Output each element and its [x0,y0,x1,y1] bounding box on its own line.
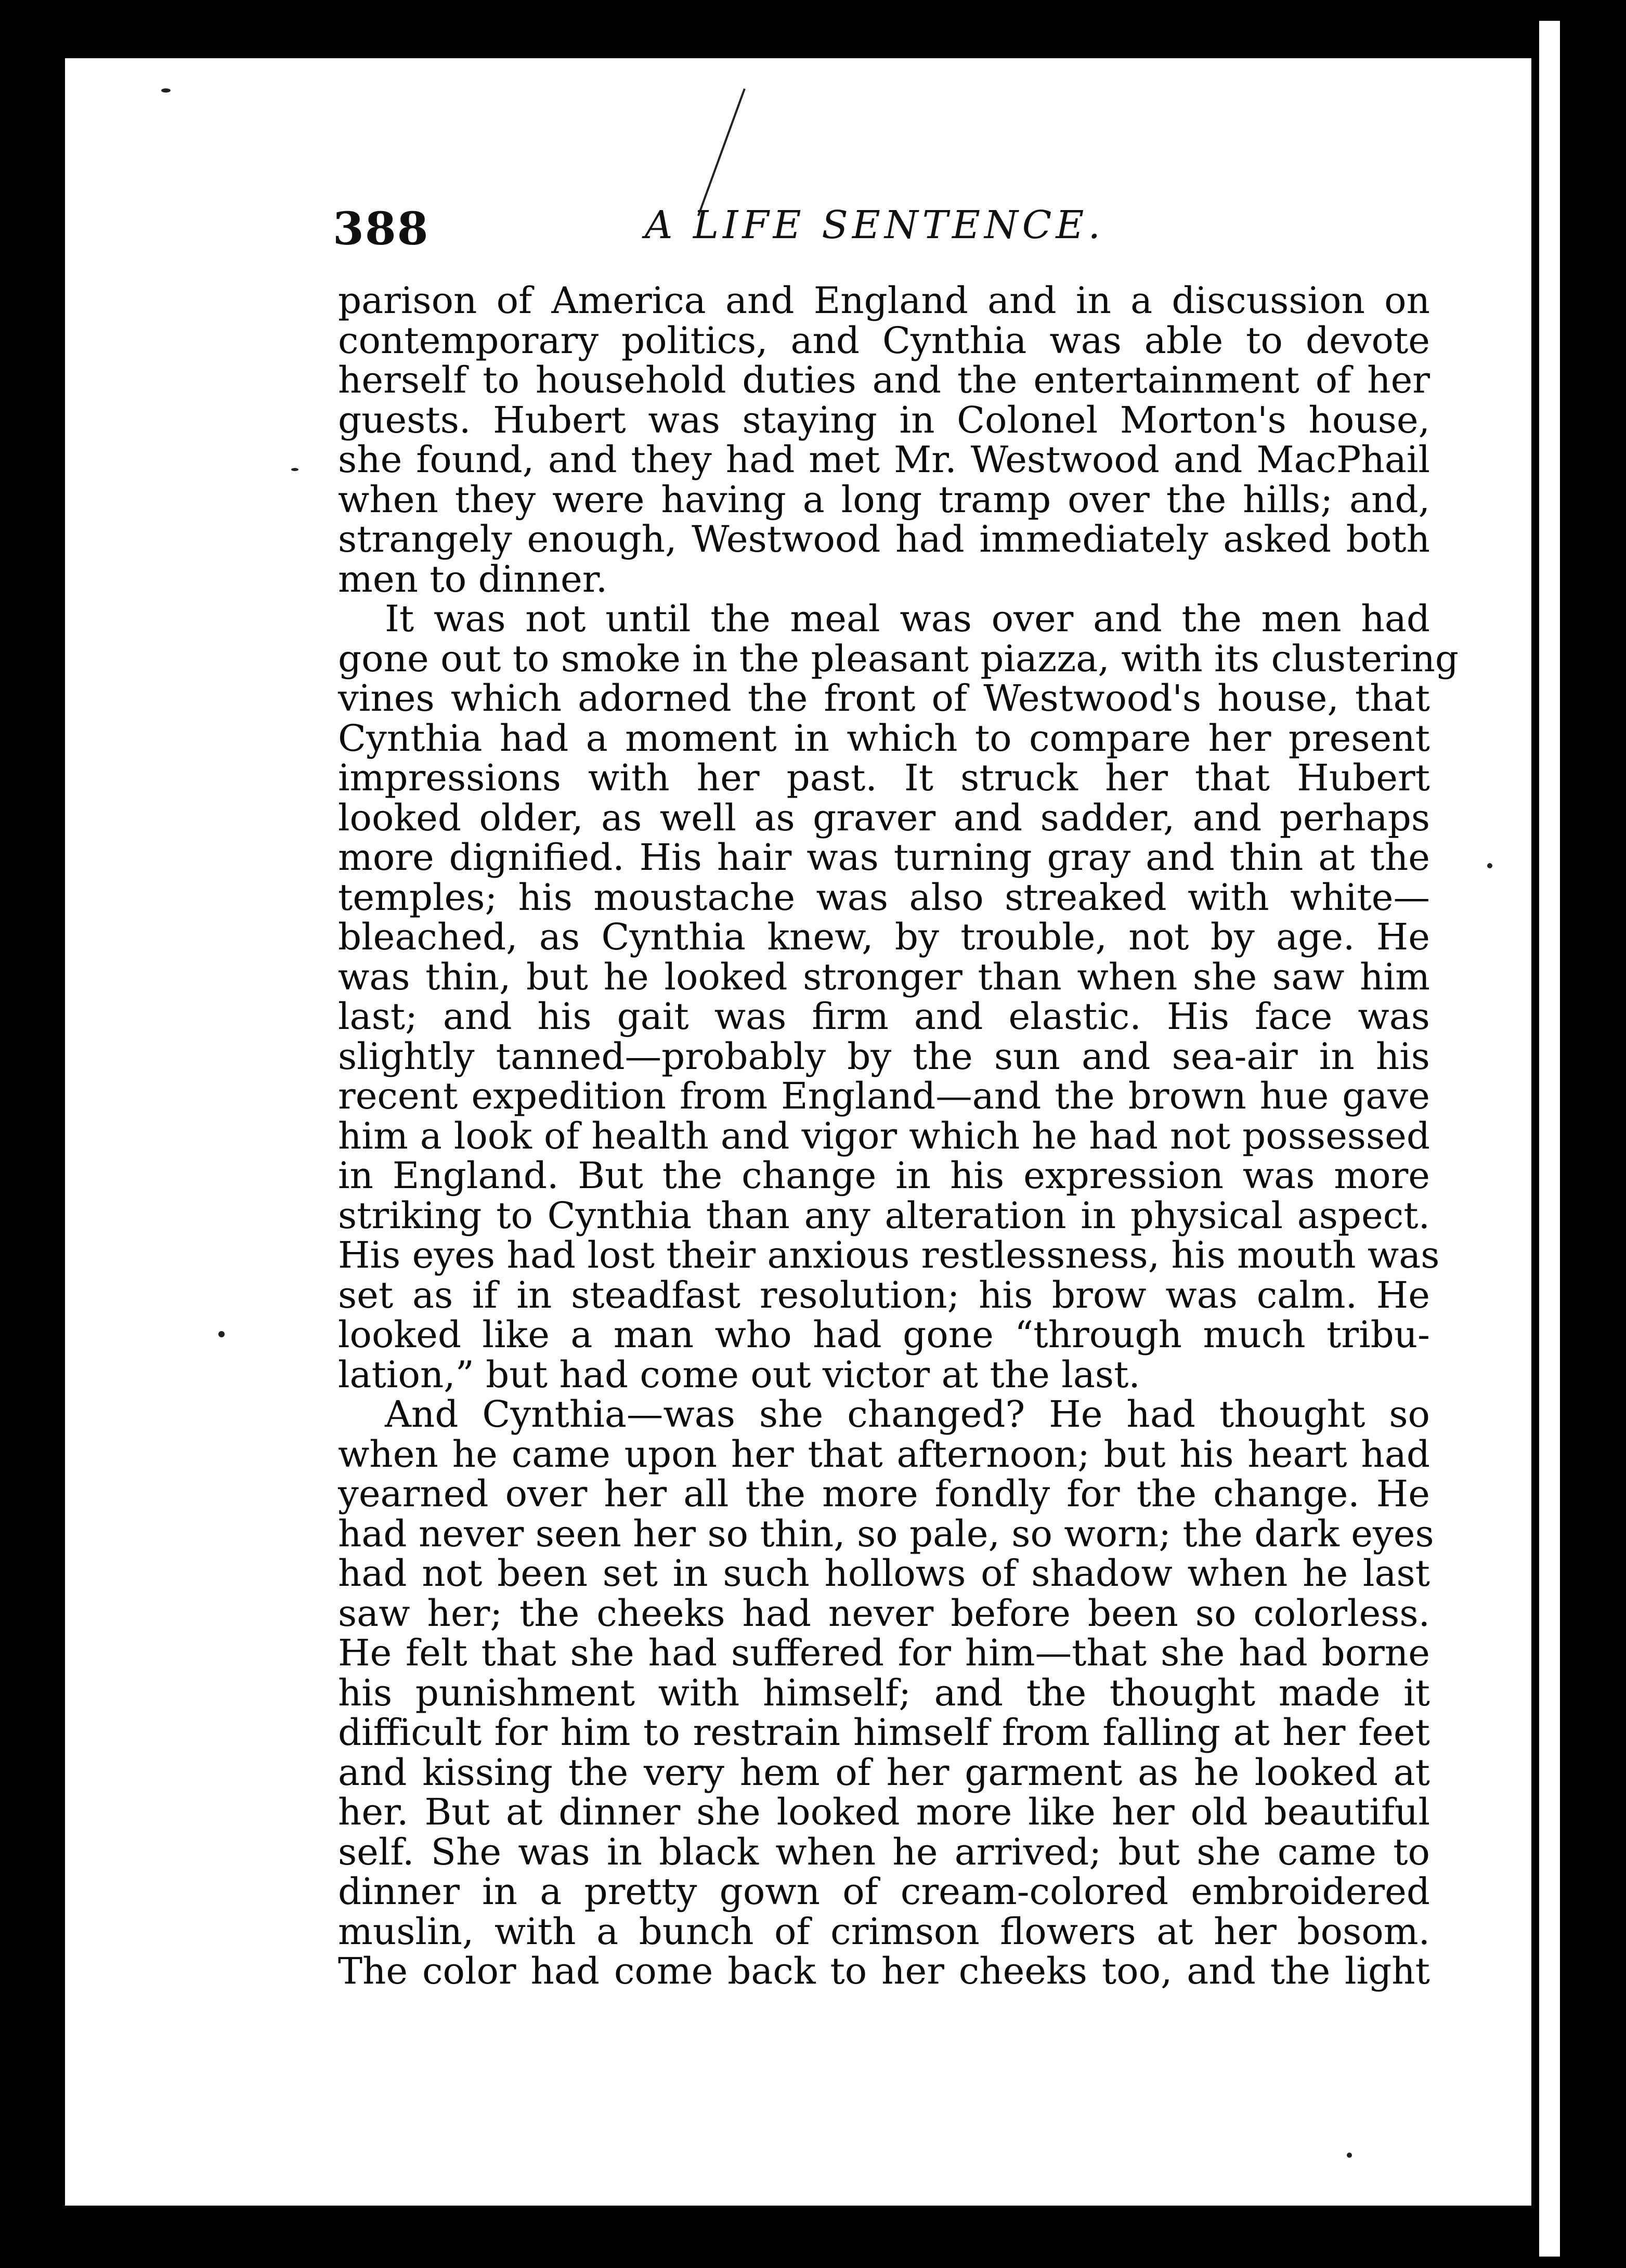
text-line: looked older, as well as graver and sadder, and perhaps [338,796,1430,839]
text-line: slightly tanned—probably by the sun and sea-air in his [338,1035,1430,1078]
text-line: men to dinner. [338,557,608,601]
text-line: last; and his gait was firm and elastic. His face was [338,995,1430,1038]
text-line: when they were having a long tramp over the hills; and, [338,478,1430,521]
scan-border-left [0,0,62,2268]
page-header [270,198,1414,270]
text-line: striking to Cynthia than any alteration in physical aspect. [338,1194,1430,1237]
scan-speck [1347,2153,1352,2158]
text-line: she found, and they had met Mr. Westwood and MacPhail [338,438,1430,481]
text-line: bleached, as Cynthia knew, by trouble, not by age. He [338,916,1430,958]
text-line: had not been set in such hollows of shadow when he last [338,1552,1430,1595]
text-line: had never seen her so thin, so pale, so worn; the dark eyes [338,1512,1434,1555]
text-line: in England. But the change in his expression was more [338,1154,1430,1197]
text-line: difficult for him to restrain himself from falling at her feet [338,1711,1430,1754]
text-line: His eyes had lost their anxious restlessness, his mouth was [338,1234,1440,1276]
page-gutter-strip [1539,21,1560,2257]
text-line: herself to household duties and the entertainment of her [338,359,1430,401]
text-line: vines which adorned the front of Westwood's house, that [338,677,1430,720]
text-line: recent expedition from England—and the brown hue gave [338,1075,1430,1117]
text-line: saw her; the cheeks had never before been so colorless. [338,1592,1430,1635]
text-line: The color had come back to her cheeks too, and the light [338,1950,1430,1992]
text-line: It was not until the meal was over and the men had [385,597,1430,640]
text-line: muslin, with a bunch of crimson flowers at her bosom. [338,1910,1430,1953]
running-title: A LIFE SENTENCE. [645,203,1104,247]
text-line: him a look of health and vigor which he had not possessed [338,1114,1430,1157]
text-line: yearned over her all the more fondly for the change. He [338,1472,1430,1515]
text-line: parison of America and England and in a discussion on [338,279,1430,322]
text-line: guests. Hubert was staying in Colonel Morton's house, [338,398,1430,441]
text-line: was thin, but he looked stronger than when she saw him [338,955,1430,998]
scan-border-right [1560,0,1626,2268]
text-line: strangely enough, Westwood had immediately asked both [338,518,1430,561]
text-line: her. But at dinner she looked more like her old beautiful [338,1791,1430,1833]
text-line: He felt that she had suffered for him—that she had borne [338,1632,1430,1674]
text-line: gone out to smoke in the pleasant piazza, with its clustering [338,637,1459,680]
scan-speck [1487,863,1492,868]
page-number: 388 [333,203,430,255]
text-line: and kissing the very hem of her garment as he looked at [338,1751,1430,1794]
body-text [338,279,1459,1992]
text-line: impressions with her past. It struck her that Hubert [338,757,1430,799]
text-line: set as if in steadfast resolution; his brow was calm. He [338,1273,1430,1317]
text-line: looked like a man who had gone “through much tribu- [338,1313,1430,1356]
text-line: when he came upon her that afternoon; but his heart had [338,1432,1430,1476]
text-line: more dignified. His hair was turning gray and thin at the [338,836,1430,879]
text-line: contemporary politics, and Cynthia was able to devote [338,319,1430,362]
text-line: his punishment with himself; and the thought made it [338,1671,1430,1714]
scan-speck [218,1331,225,1337]
scan-speck [291,468,298,471]
scan-speck [161,88,171,93]
text-line: Cynthia had a moment in which to compare her present [338,716,1430,760]
text-line: temples; his moustache was also streaked with white— [338,876,1430,919]
text-line: dinner in a pretty gown of cream-colored embroidered [338,1870,1430,1913]
text-line: lation,” but had come out victor at the last. [338,1353,1140,1396]
text-line: self. She was in black when he arrived; but she came to [338,1830,1430,1873]
text-line: And Cynthia—was she changed? He had thought so [385,1393,1430,1436]
